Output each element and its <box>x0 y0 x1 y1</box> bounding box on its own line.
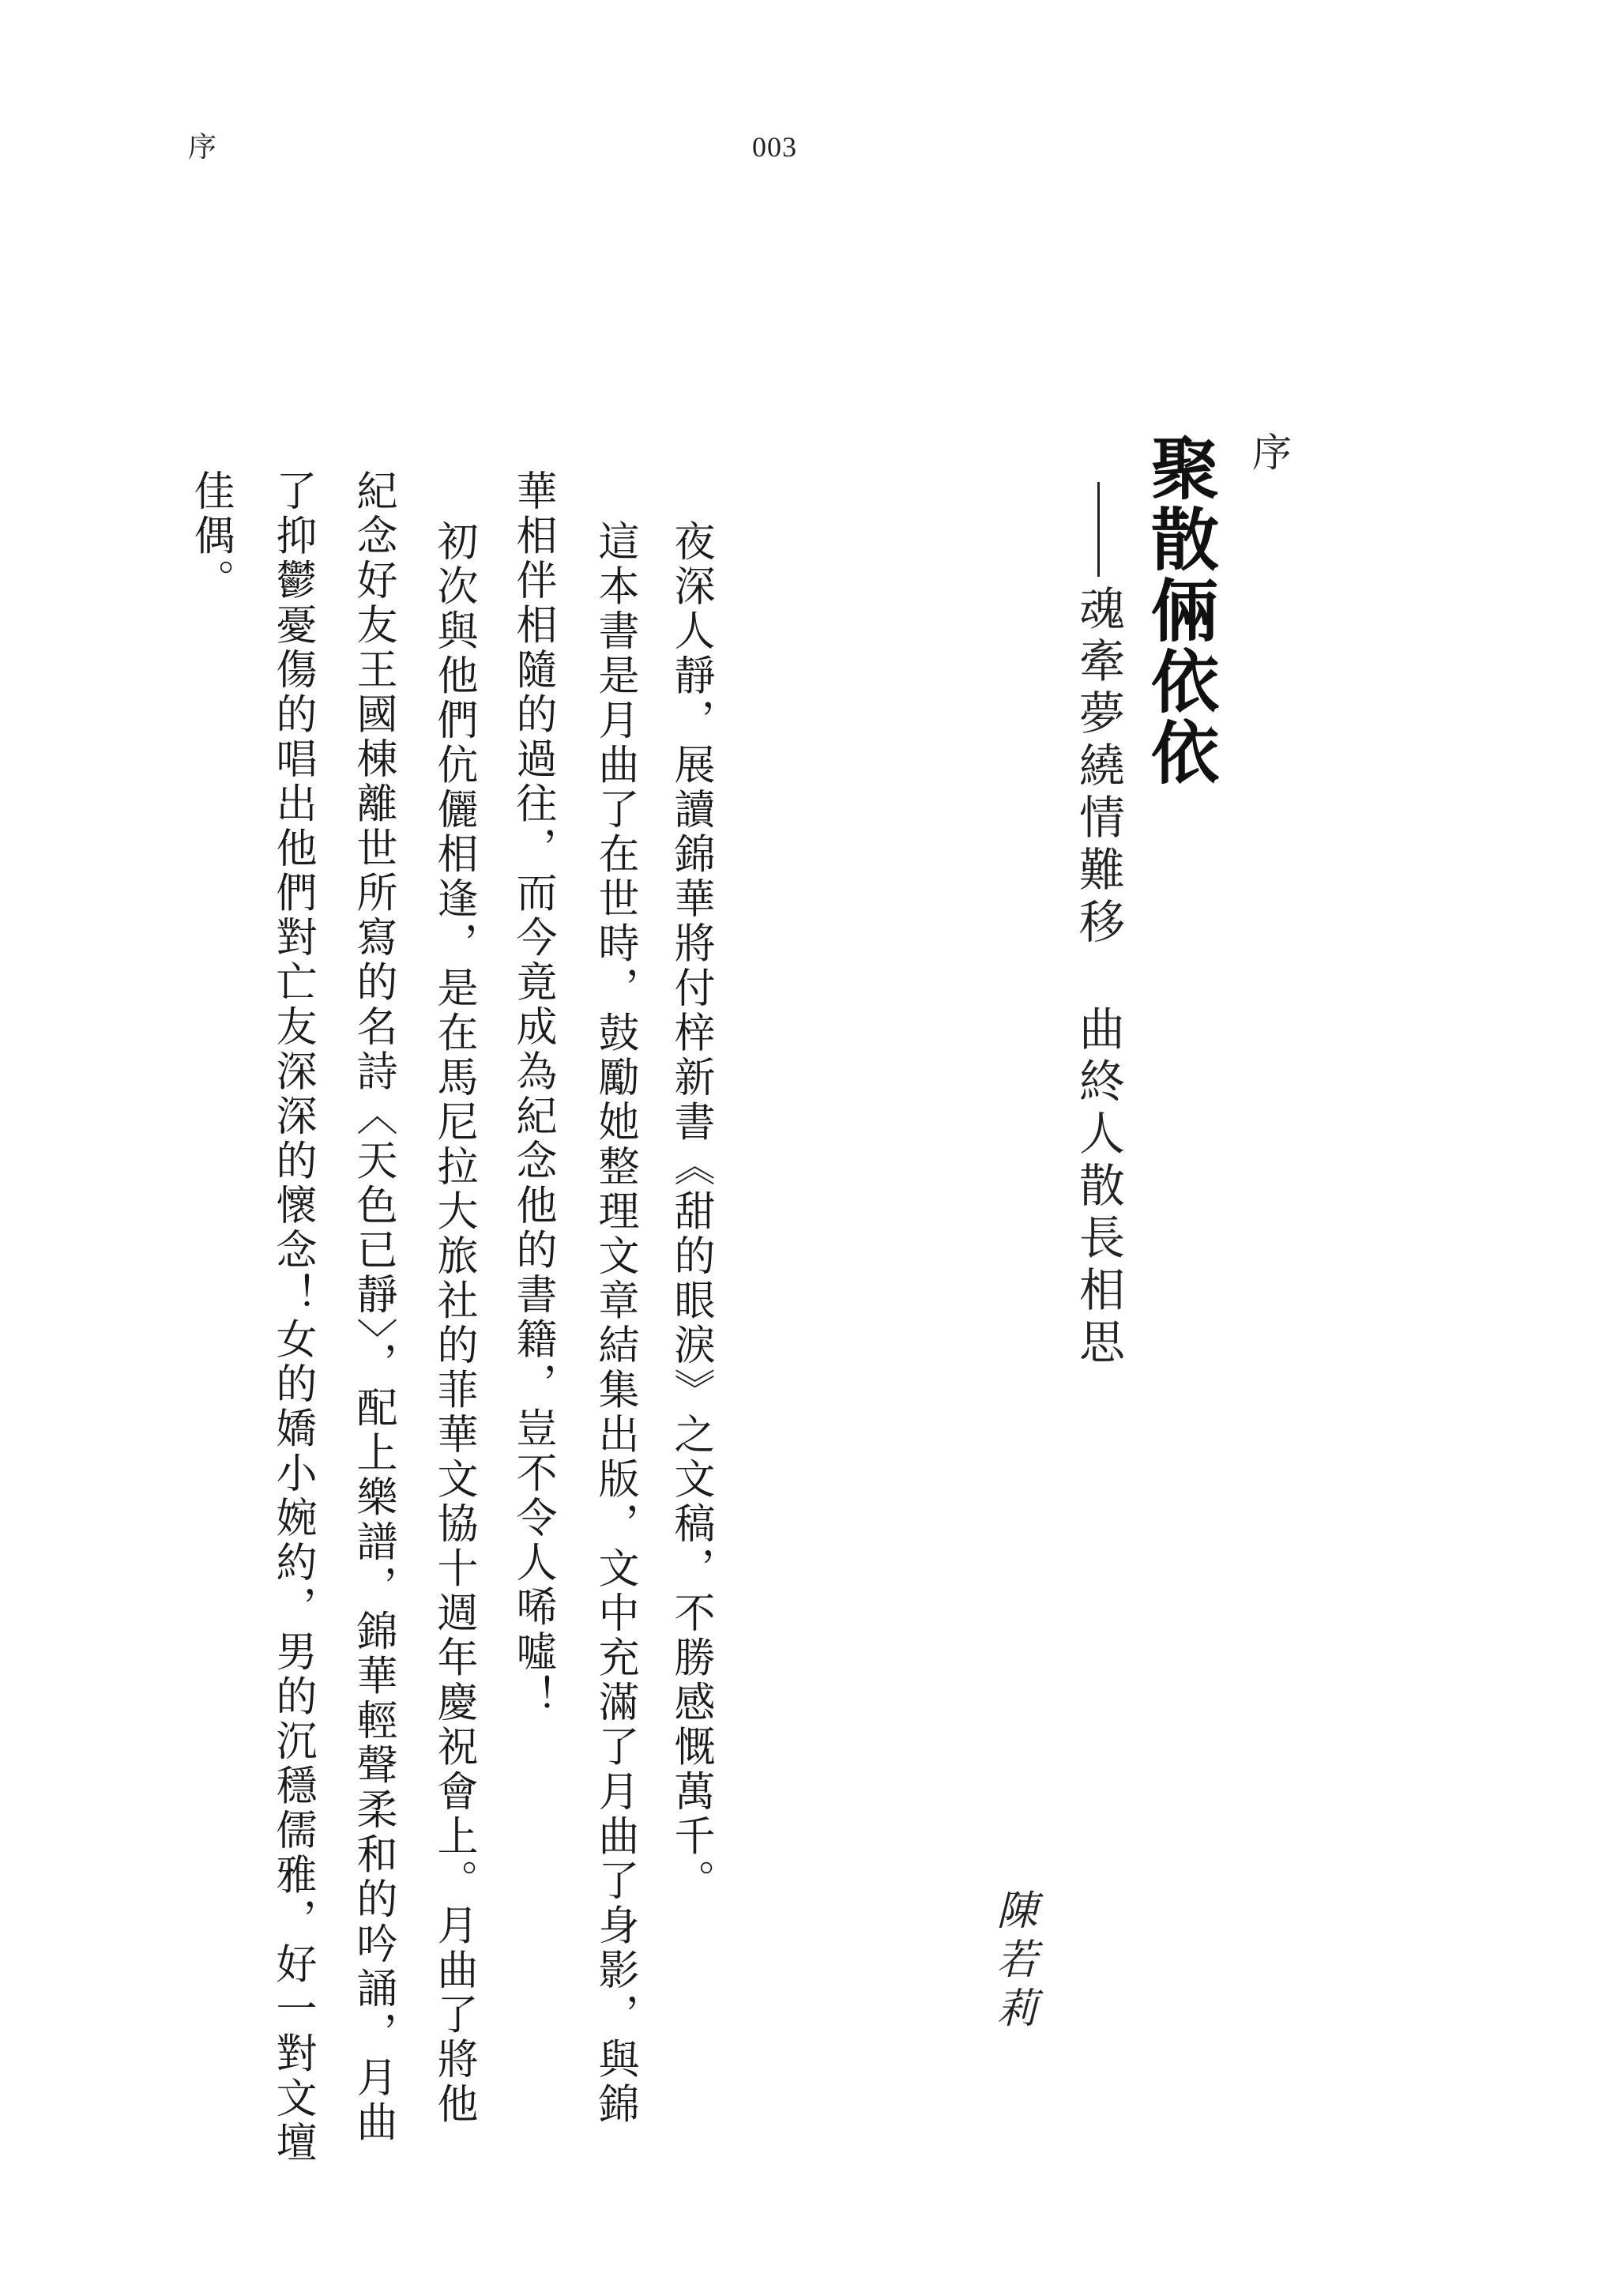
body-column-5: 紀念好友王國棟離世所寫的名詩〈天色已靜〉，配上樂譜，錦華輕聲柔和的吟誦，月曲 <box>349 469 397 2145</box>
page-number: 003 <box>752 131 797 163</box>
body-column-6: 了抑鬱憂傷的唱出他們對亡友深深的懷念！女的嬌小婉約，男的沉穩儒雅，好一對文壇 <box>269 469 316 2166</box>
section-label: 序 <box>1246 431 1292 471</box>
body-column-7: 佳偶。 <box>186 469 234 604</box>
body-column-2: 這本書是月曲了在世時，鼓勵她整理文章結集出版，文中充滿了月曲了身影，與錦 <box>591 520 638 2127</box>
subtitle <box>1065 482 1131 1370</box>
subtitle-part-1: 魂牽夢繞情難移 <box>1071 585 1125 950</box>
subtitle-dash <box>1097 482 1100 577</box>
subtitle-part-2: 曲終人散長相思 <box>1071 1005 1125 1370</box>
author-signature: 陳若莉 <box>989 1888 1037 2035</box>
running-head: 序 <box>188 131 217 163</box>
body-column-3: 華相伴相隨的過往，而今竟成為紀念他的書籍，豈不令人唏噓！ <box>509 469 556 1719</box>
body-column-1: 夜深人靜，展讀錦華將付梓新書《甜的眼淚》之文稿，不勝感慨萬千。 <box>667 520 714 1904</box>
body-column-4: 初次與他們伉儷相逢，是在馬尼拉大旅社的菲華文協十週年慶祝會上。月曲了將他 <box>430 520 477 2127</box>
main-title: 聚散倆依依 <box>1139 433 1219 789</box>
